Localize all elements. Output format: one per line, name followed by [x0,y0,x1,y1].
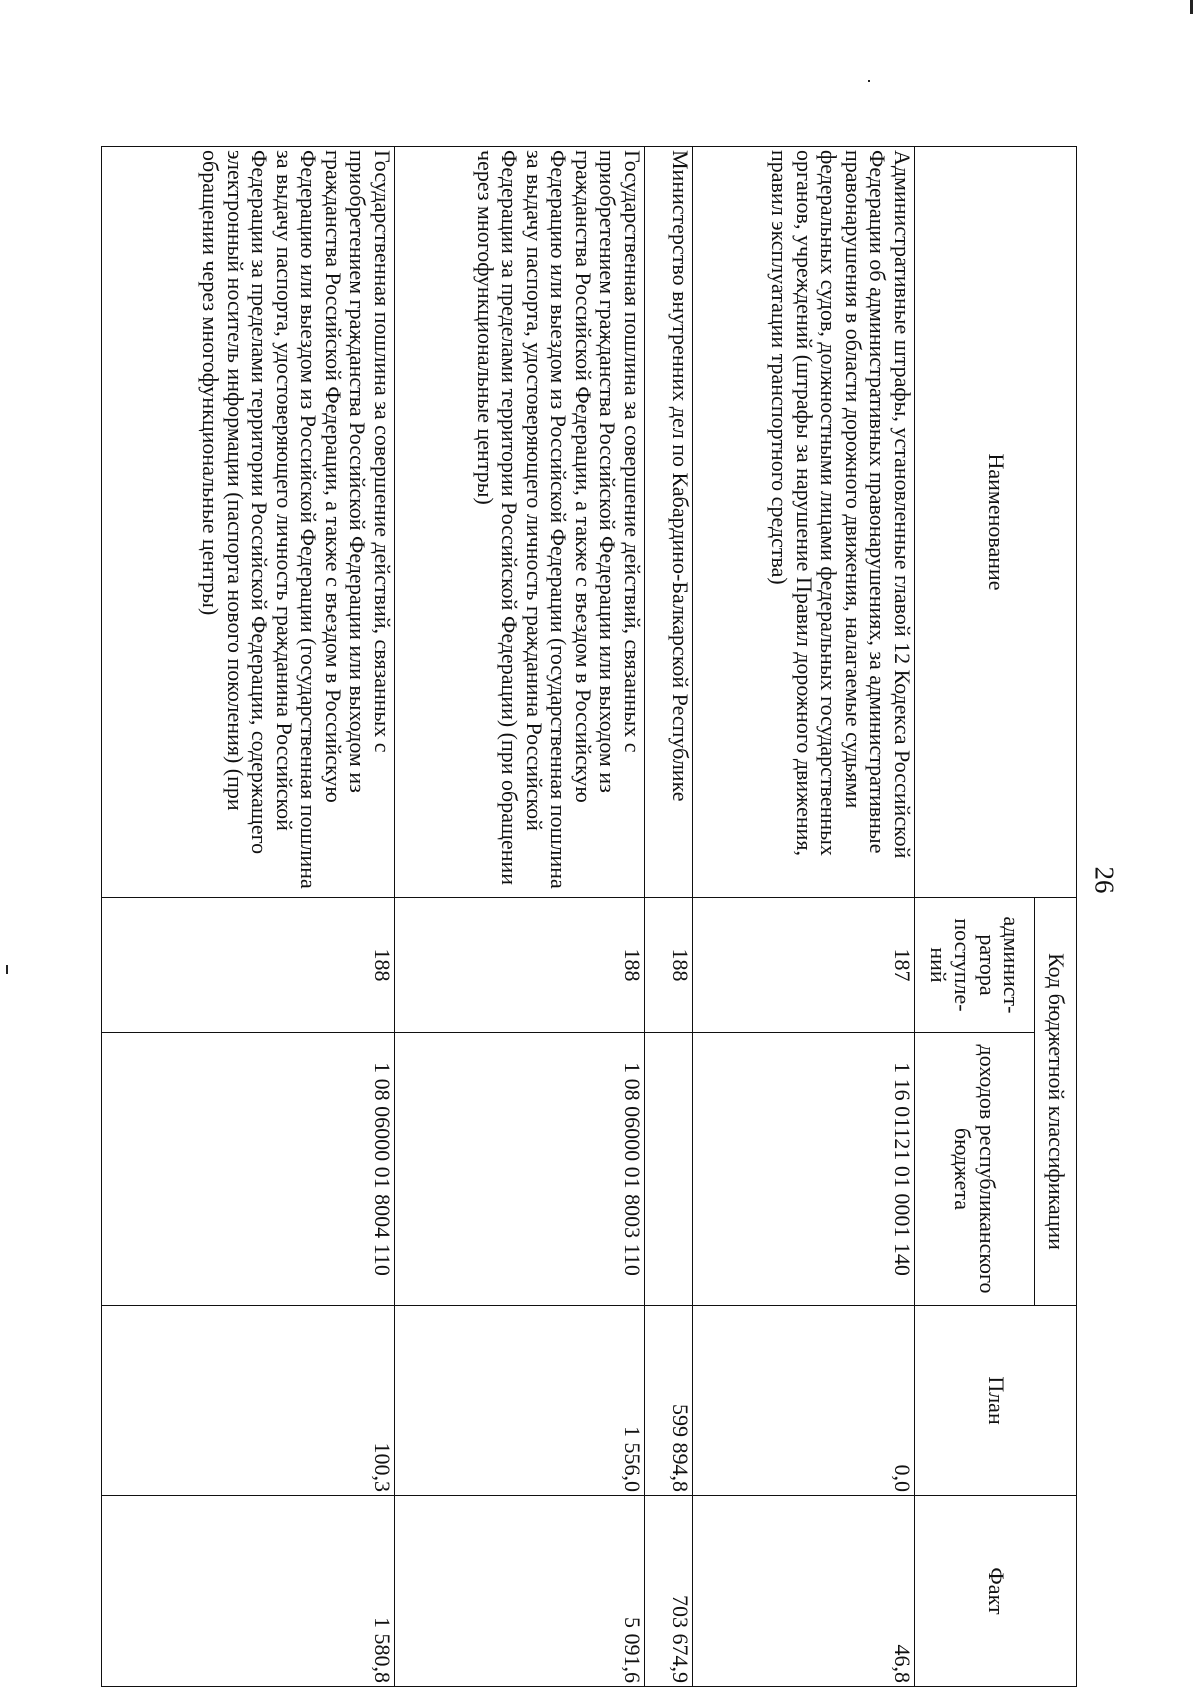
row-plan: 1 556,0 [395,1306,645,1496]
row-name: Административные штрафы, установленные главой 12 Кодекса Российской Федерации об административных правонарушениях, за административные правонарушения в области дорожного движения, налагаемые судьями федеральных судов, должностными лицами федеральных государственных органов, учреждений (штрафы за нарушение Правил дорожного движения, правил эксплуатации транспортного средства) [693,147,915,898]
row-plan: 599 894,8 [645,1306,693,1496]
budget-revenue-table [101,146,1077,1687]
header-code-group: Код бюджетной классификации [1035,898,1077,1306]
header-plan: План [915,1306,1077,1496]
row-fact: 703 674,9 [645,1496,693,1687]
table-row [645,147,693,1687]
table-row [693,147,915,1687]
row-admin-code: 188 [395,898,645,1033]
table-row [395,147,645,1687]
scan-mark-dot [868,80,870,82]
row-name: Государственная пошлина за совершение действий, связанных с приобретением гражданства Российской Федерации или выходом из гражданства Российской Федерации, а также с въездом в Российскую Федерацию или выездом из Российской Федерации (государственная пошлина за выдачу паспорта, удостоверяющего личность гражданина Российской Федерации за пределами территории Российской Федерации) (при обращении через многофункциональные центры) [395,147,645,898]
header-revenue: доходов республиканского бюджета [915,1033,1035,1306]
row-fact: 1 580,8 [102,1496,395,1687]
row-admin-code: 188 [645,898,693,1033]
row-fact: 46,8 [693,1496,915,1687]
row-admin-code: 187 [693,898,915,1033]
row-kbk-code: 1 08 06000 01 8003 110 [395,1033,645,1306]
row-kbk-code: 1 08 06000 01 8004 110 [102,1033,395,1306]
row-fact: 5 091,6 [395,1496,645,1687]
header-name: Наименование [915,147,1077,898]
header-fact: Факт [915,1496,1077,1687]
row-plan: 100,3 [102,1306,395,1496]
row-plan: 0,0 [693,1306,915,1496]
row-name: Государственная пошлина за совершение действий, связанных с приобретением гражданства Российской Федерации или выходом из гражданства Российской Федерации, а также с въездом в Российскую Федерацию или выездом из Российской Федерации (государственная пошлина за выдачу паспорта, удостоверяющего личность гражданина Российской Федерации за пределами территории Российской Федерации, содержащего электронный носитель информации (паспорта нового поколения) (при обращении через многофункциональные центры) [102,147,395,898]
rotated-table-wrapper [102,146,1077,1686]
row-kbk-code: 1 16 01121 01 0001 140 [693,1033,915,1306]
scan-mark-left [6,965,8,974]
row-kbk-code [645,1033,693,1306]
page-number: 26 [1089,866,1120,894]
table-row [102,147,395,1687]
table-header [915,147,1077,1687]
row-admin-code: 188 [102,898,395,1033]
header-administrator: админист-ратора поступле-ний [915,898,1035,1033]
scan-mark-top-right [1190,0,1193,14]
row-name: Министерство внутренних дел по Кабардино-Балкарской Республике [645,147,693,898]
